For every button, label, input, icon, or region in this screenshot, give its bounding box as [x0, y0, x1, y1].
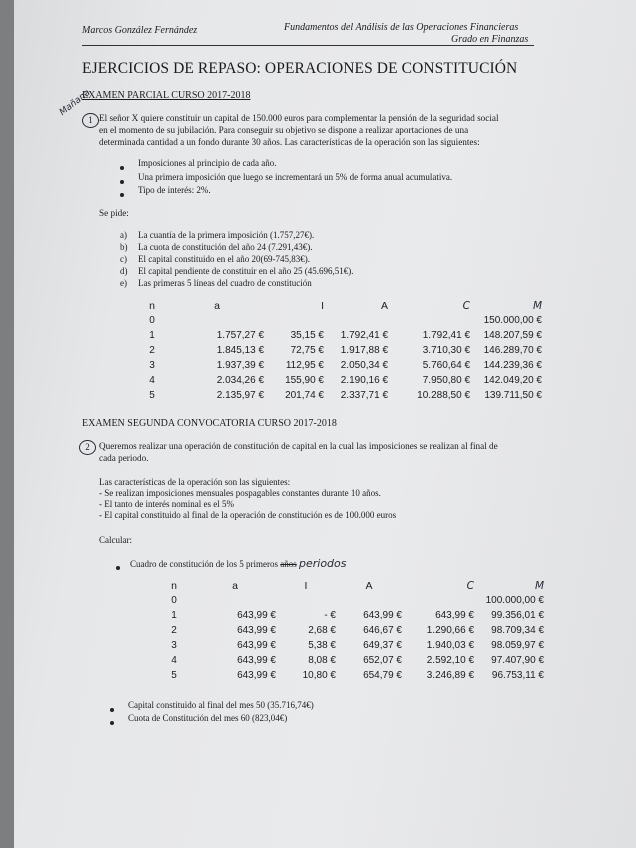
- table-cell: 146.289,70 €: [483, 345, 542, 356]
- exercise2-number-circle: [79, 440, 96, 455]
- table-cell: 2.135,97 €: [216, 390, 264, 401]
- table-cell: 1.845,13 €: [216, 345, 264, 356]
- table-cell: 98.709,34 €: [491, 625, 544, 636]
- bullet-item: [116, 562, 120, 572]
- bullet-icon: [110, 708, 114, 712]
- table-cell: 0: [171, 595, 177, 606]
- table-cell: 649,37 €: [363, 640, 402, 651]
- bullet-item: [120, 176, 124, 186]
- col-header-a: a: [214, 299, 220, 312]
- col-header-n: n: [171, 579, 177, 592]
- table-cell: 2.190,16 €: [340, 375, 388, 386]
- table-row: [154, 653, 544, 668]
- table-cell: 2.050,34 €: [340, 360, 388, 371]
- table-cell: 646,67 €: [363, 625, 402, 636]
- table-cell: 144.239,36 €: [483, 360, 542, 371]
- table-cell: 0: [149, 315, 155, 326]
- question-letter: d): [120, 266, 128, 276]
- table-cell: 3.246,89 €: [426, 670, 474, 681]
- table-cell: 643,99 €: [237, 625, 276, 636]
- bullet-item: [120, 162, 124, 172]
- question-letter: e): [120, 278, 127, 288]
- col-header-i: I: [304, 579, 308, 592]
- table-cell: [264, 313, 324, 328]
- table-cell: 5,38 €: [308, 640, 336, 651]
- table-cell: 35,15 €: [290, 330, 324, 341]
- exercise2-calc-item: [130, 557, 347, 570]
- table-cell: 100.000,00 €: [485, 595, 544, 606]
- table-cell: 97.407,90 €: [491, 655, 544, 666]
- constitution-table-1: [134, 298, 542, 403]
- page-title: EJERCICIOS DE REPASO: OPERACIONES DE CONSTITUCIÓN: [82, 60, 518, 77]
- table-cell: 1.792,41 €: [340, 330, 388, 341]
- exercise1-number: 1: [88, 115, 93, 125]
- table-cell: [276, 593, 336, 608]
- question-letter: c): [120, 254, 127, 264]
- calc-item-text: Cuadro de constitución de los 5 primeros: [130, 559, 278, 569]
- exercise2-characteristics-intro: Las características de la operación son las siguientes:: [99, 477, 291, 487]
- handwritten-margin-note: Mañana: [58, 88, 93, 118]
- document-page: [14, 0, 636, 848]
- table-cell: 139.711,50 €: [484, 390, 542, 401]
- exercise1-statement-line-2: en el momento de su jubilación. Para conseguir su objetivo se dispone a realizar aportaciones de una: [99, 125, 469, 135]
- table-row: [134, 343, 542, 358]
- header-course: Fundamentos del Análisis de las Operaciones Financieras: [284, 22, 519, 33]
- table-cell: 4: [171, 655, 177, 666]
- question-letter: b): [120, 242, 128, 252]
- table-cell: 155,90 €: [285, 375, 324, 386]
- table-cell: 7.950,80 €: [422, 375, 470, 386]
- bullet-item: [120, 189, 124, 199]
- table-cell: 2.034,26 €: [216, 375, 264, 386]
- table-cell: 5: [149, 390, 155, 401]
- col-header-c: C: [466, 579, 474, 592]
- table-cell: 148.207,59 €: [483, 330, 542, 341]
- table-cell: 1.757,27 €: [216, 330, 264, 341]
- bullet-icon: [116, 566, 120, 570]
- table-cell: [170, 313, 264, 328]
- table-cell: 8,08 €: [308, 655, 336, 666]
- question-text: El capital pendiente de constituir en el año 25 (45.696,51€).: [138, 266, 354, 276]
- table-cell: 150.000,00 €: [483, 315, 542, 326]
- col-header-n: n: [149, 299, 155, 312]
- table-row: [154, 668, 544, 683]
- exercise1-statement-line-3: determinada cantidad a un fondo durante 30 años. Las características de la operación son las siguientes:: [99, 137, 480, 147]
- table-cell: [402, 593, 474, 608]
- exercise2-result-1: Capital constituido al final del mes 50 (35.716,74€): [128, 700, 314, 710]
- table-cell: 2: [149, 345, 155, 356]
- table-cell: 1.937,39 €: [216, 360, 264, 371]
- table-header-row: [134, 298, 542, 313]
- exercise1-bullet-1: Imposiciones al principio de cada año.: [138, 158, 277, 168]
- table-cell: 2,68 €: [308, 625, 336, 636]
- handwritten-correction: periodos: [298, 557, 347, 570]
- table-cell: 1: [171, 610, 177, 621]
- exercise2-result-2: Cuota de Constitución del mes 60 (823,04€): [128, 713, 288, 723]
- question-text: La cuota de constitución del año 24 (7.291,43€).: [138, 242, 313, 252]
- table-cell: 3: [171, 640, 177, 651]
- table-cell: 643,99 €: [237, 610, 276, 621]
- table-row: [154, 623, 544, 638]
- exercise2-characteristic-1: - Se realizan imposiciones mensuales pospagables constantes durante 10 años.: [99, 488, 381, 498]
- col-header-a: a: [232, 579, 238, 592]
- col-header-c: C: [462, 299, 470, 312]
- table-cell: 2.337,71 €: [340, 390, 388, 401]
- exercise2-statement-line-2: cada periodo.: [99, 453, 149, 463]
- col-header-A: A: [365, 579, 373, 592]
- table-cell: 99.356,01 €: [491, 610, 544, 621]
- exercise1-asks-label: Se pide:: [99, 208, 129, 218]
- col-header-i: I: [321, 299, 324, 312]
- question-text: Las primeras 5 líneas del cuadro de constitución: [138, 278, 312, 288]
- col-header-A: A: [380, 299, 388, 312]
- exercise1-number-circle: [82, 113, 99, 128]
- table-cell: 96.753,11 €: [491, 670, 544, 681]
- bullet-icon: [120, 166, 124, 170]
- table-row: [134, 328, 542, 343]
- table-cell: 5.760,64 €: [422, 360, 470, 371]
- table-cell: 652,07 €: [363, 655, 402, 666]
- table-cell: 654,79 €: [363, 670, 402, 681]
- bullet-item: [110, 717, 114, 727]
- constitution-table-2: [154, 578, 544, 683]
- exercise2-statement-line-1: Queremos realizar una operación de constitución de capital en la cual las imposiciones se realizan al final de: [99, 441, 498, 451]
- exercise2-section-heading: EXAMEN SEGUNDA CONVOCATORIA CURSO 2017-2018: [82, 418, 337, 429]
- table-cell: 1.792,41 €: [422, 330, 470, 341]
- question-letter: a): [120, 230, 127, 240]
- table-cell: 201,74 €: [285, 390, 324, 401]
- table-cell: - €: [324, 610, 336, 621]
- table-cell: 1.917,88 €: [340, 345, 388, 356]
- table-row: [134, 388, 542, 403]
- table-cell: 2.592,10 €: [426, 655, 474, 666]
- table-cell: 643,99 €: [237, 655, 276, 666]
- table-cell: 643,99 €: [435, 610, 474, 621]
- header-author: Marcos González Fernández: [82, 25, 198, 36]
- table-cell: 1.290,66 €: [426, 625, 474, 636]
- table-cell: 2: [171, 625, 177, 636]
- header-degree: Grado en Finanzas: [451, 34, 529, 45]
- table-cell: 98.059,97 €: [491, 640, 544, 651]
- table-cell: [336, 593, 402, 608]
- table-cell: 4: [149, 375, 155, 386]
- bullet-icon: [120, 193, 124, 197]
- table-cell: 1.940,03 €: [426, 640, 474, 651]
- exercise1-statement-line-1: El señor X quiere constituir un capital de 150.000 euros para complementar la pensión de la seguridad social: [99, 113, 499, 123]
- table-cell: [324, 313, 388, 328]
- table-cell: 643,99 €: [237, 640, 276, 651]
- exercise1-bullet-2: Una primera imposición que luego se incrementará un 5% de forma anual acumulativa.: [138, 172, 453, 182]
- bullet-icon: [120, 180, 124, 184]
- exercise1-section-heading: EXAMEN PARCIAL CURSO 2017-2018: [82, 90, 251, 101]
- table-cell: 142.049,20 €: [483, 375, 542, 386]
- table-cell: 72,75 €: [290, 345, 324, 356]
- bullet-icon: [110, 721, 114, 725]
- question-text: La cuantía de la primera imposición (1.757,27€).: [138, 230, 315, 240]
- table-cell: 3: [149, 360, 155, 371]
- table-row: [134, 313, 542, 328]
- table-cell: 643,99 €: [237, 670, 276, 681]
- exercise1-bullet-3: Tipo de interés: 2%.: [138, 185, 211, 195]
- table-row: [134, 358, 542, 373]
- col-header-m: M: [532, 299, 542, 312]
- table-row: [154, 638, 544, 653]
- col-header-m: M: [534, 579, 544, 592]
- table-cell: 643,99 €: [363, 610, 402, 621]
- table-cell: 10.288,50 €: [417, 390, 470, 401]
- table-row: [154, 608, 544, 623]
- table-row: [154, 593, 544, 608]
- exercise2-calc-label: Calcular:: [99, 535, 132, 545]
- table-cell: 112,95 €: [285, 360, 324, 371]
- exercise2-number: 2: [85, 442, 90, 452]
- question-text: El capital constituido en el año 20(69-745,83€).: [138, 254, 310, 264]
- table-cell: 10,80 €: [302, 670, 336, 681]
- table-cell: [388, 313, 470, 328]
- bullet-item: [110, 704, 114, 714]
- exercise2-characteristic-2: - El tanto de interés nominal es el 5%: [99, 499, 234, 509]
- struck-word: años: [280, 559, 297, 569]
- header-rule: [82, 45, 534, 46]
- table-cell: 5: [171, 670, 177, 681]
- table-header-row: [154, 578, 544, 593]
- table-cell: 3.710,30 €: [422, 345, 470, 356]
- table-cell: [194, 593, 276, 608]
- table-cell: 1: [149, 330, 155, 341]
- exercise2-characteristic-3: - El capital constituido al final de la operación de constitución es de 100.000 euros: [99, 510, 397, 520]
- table-row: [134, 373, 542, 388]
